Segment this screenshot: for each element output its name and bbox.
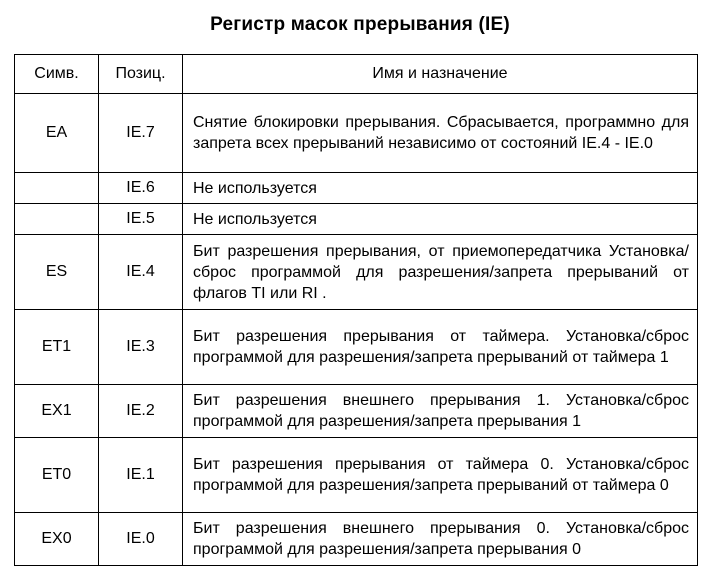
description-cell: Бит разрешения прерывания, от приемопередатчика Установка/сброс программой для разрешения/запрета прерываний от флагов TI или RI . xyxy=(183,235,698,310)
table-row xyxy=(15,235,698,310)
symbol-cell xyxy=(15,204,99,235)
ie-register-table xyxy=(14,54,698,566)
symbol-cell: ES xyxy=(15,235,99,310)
symbol-cell: EX0 xyxy=(15,513,99,566)
position-cell: IE.6 xyxy=(99,173,183,204)
position-cell: IE.7 xyxy=(99,94,183,173)
position-cell: IE.5 xyxy=(99,204,183,235)
description-cell: Бит разрешения внешнего прерывания 1. Установка/сброс программой для разрешения/запрета прерывания 1 xyxy=(183,385,698,438)
position-cell: IE.4 xyxy=(99,235,183,310)
description-cell: Не используется xyxy=(183,173,698,204)
symbol-cell: EA xyxy=(15,94,99,173)
table-row xyxy=(15,438,698,513)
description-cell: Не используется xyxy=(183,204,698,235)
table-row xyxy=(15,204,698,235)
symbol-cell xyxy=(15,173,99,204)
position-cell: IE.2 xyxy=(99,385,183,438)
table-row xyxy=(15,385,698,438)
description-cell: Бит разрешения прерывания от таймера. Установка/сброс программой для разрешения/запрета прерываний от таймера 1 xyxy=(183,310,698,385)
symbol-cell: ET1 xyxy=(15,310,99,385)
description-cell: Снятие блокировки прерывания. Сбрасывается, программно для запрета всех прерываний независимо от состояний IE.4 - IE.0 xyxy=(183,94,698,173)
column-header-description: Имя и назначение xyxy=(183,55,698,94)
column-header-symbol: Симв. xyxy=(15,55,99,94)
table-row xyxy=(15,94,698,173)
symbol-cell: EX1 xyxy=(15,385,99,438)
position-cell: IE.0 xyxy=(99,513,183,566)
table-row xyxy=(15,173,698,204)
column-header-position: Позиц. xyxy=(99,55,183,94)
position-cell: IE.3 xyxy=(99,310,183,385)
description-cell: Бит разрешения прерывания от таймера 0. Установка/сброс программой для разрешения/запрета прерываний от таймера 0 xyxy=(183,438,698,513)
description-cell: Бит разрешения внешнего прерывания 0. Установка/сброс программой для разрешения/запрета прерывания 0 xyxy=(183,513,698,566)
symbol-cell: ET0 xyxy=(15,438,99,513)
position-cell: IE.1 xyxy=(99,438,183,513)
table-row xyxy=(15,310,698,385)
table-header-row xyxy=(15,55,698,94)
table-row xyxy=(15,513,698,566)
page-title: Регистр масок прерывания (IE) xyxy=(210,14,510,35)
